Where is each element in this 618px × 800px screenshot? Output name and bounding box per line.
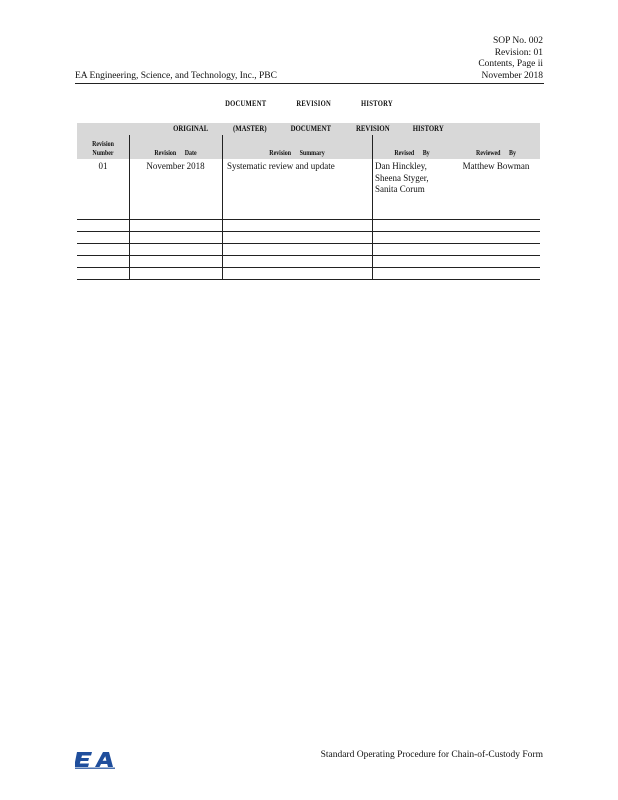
row-divider (77, 279, 540, 280)
band-word: DOCUMENT (290, 124, 332, 133)
footer-procedure-title (321, 750, 543, 760)
company-name: EA Engineering, Science, and Technology, Inc., PBC (75, 71, 277, 81)
ea-logo (75, 749, 115, 769)
table-title-band (77, 123, 540, 135)
revision-date: November 2018 (481, 70, 543, 81)
row-divider (77, 219, 540, 220)
cell-reviewed-by: Matthew Bowman (462, 161, 530, 171)
col-header-revision-date: Revision Date (154, 149, 197, 157)
reviser-name: Dan Hinckley, (375, 161, 427, 171)
cell-revision-summary: Systematic review and update (227, 161, 335, 171)
col-header-reviewed-by: Reviewed By (476, 149, 516, 157)
cell-revision-number: 01 (98, 161, 108, 171)
procedure-name: Chain-of-Custody Form (451, 750, 543, 760)
band-word: ORIGINAL (173, 124, 209, 133)
column-divider (129, 135, 130, 280)
band-word: HISTORY (413, 124, 445, 133)
reviser-name: Sanita Corum (375, 184, 425, 194)
col-header-revision-summary: Revision Summary (269, 149, 325, 157)
row-divider (77, 267, 540, 268)
title-word: REVISION (296, 98, 332, 108)
revision-history-table (77, 123, 540, 280)
row-divider (77, 231, 540, 232)
table-grid (77, 135, 540, 280)
cell-revision-date: November 2018 (146, 161, 205, 171)
page-title (68, 98, 550, 108)
sop-number: SOP No. 002 (492, 36, 543, 46)
row-divider (77, 255, 540, 256)
revision-number: Revision: 01 (494, 47, 543, 58)
procedure-prefix: Standard Operating Procedure for (320, 750, 450, 760)
row-divider (77, 243, 540, 244)
column-divider (222, 135, 223, 280)
header-divider (75, 83, 544, 84)
cell-revised-by (375, 161, 452, 196)
band-word: (MASTER) (232, 124, 267, 133)
reviser-name: Sheena Styger, (375, 172, 429, 183)
title-word: DOCUMENT (225, 98, 267, 108)
col-header-revision-number: Revision Number (92, 140, 114, 157)
sop-info-block (478, 36, 543, 82)
band-word: REVISION (355, 124, 390, 133)
col-header-revised-by: Revised By (394, 149, 430, 157)
title-word: HISTORY (361, 98, 393, 108)
column-divider (372, 135, 373, 280)
contents-page: Contents, Page ii (478, 59, 543, 69)
